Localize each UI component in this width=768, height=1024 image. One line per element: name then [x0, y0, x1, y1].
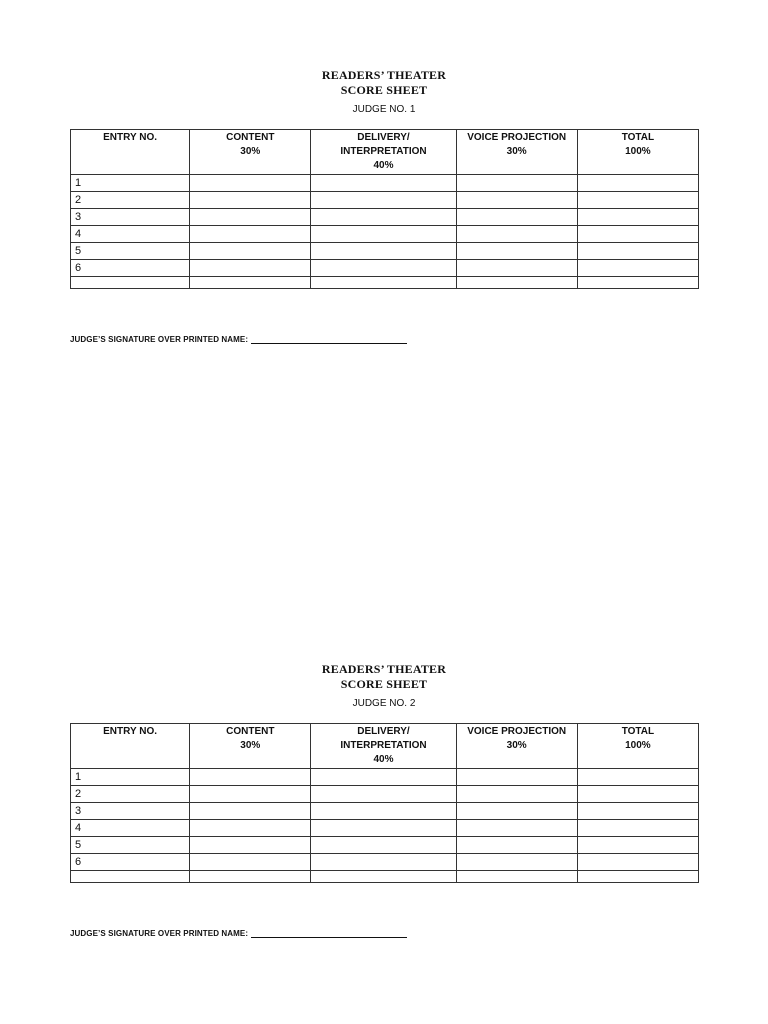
header-delivery-label: DELIVERY/ [357, 726, 410, 737]
blank-cell[interactable] [71, 871, 190, 883]
delivery-score-cell[interactable] [311, 803, 456, 820]
content-score-cell[interactable] [190, 854, 311, 871]
content-score-cell[interactable] [190, 260, 311, 277]
voice-score-cell[interactable] [456, 803, 577, 820]
table-row [71, 769, 699, 786]
content-score-cell[interactable] [190, 192, 311, 209]
header-entry [71, 130, 190, 175]
title-line-1: READERS’ THEATER [321, 68, 447, 82]
judge-number: JUDGE NO. 1 [352, 104, 416, 115]
content-score-cell[interactable] [190, 209, 311, 226]
header-voice-weight: 30% [506, 740, 527, 751]
header-entry [71, 724, 190, 769]
table-row [71, 243, 699, 260]
blank-cell[interactable] [311, 871, 456, 883]
table-row [71, 226, 699, 243]
table-row [71, 854, 699, 871]
total-score-cell[interactable] [577, 226, 698, 243]
header-total [577, 130, 698, 175]
entry-number: 3 [71, 803, 190, 820]
delivery-score-cell[interactable] [311, 837, 456, 854]
header-total [577, 724, 698, 769]
title-line-1: READERS’ THEATER [321, 662, 447, 676]
delivery-score-cell[interactable] [311, 226, 456, 243]
signature-line[interactable] [251, 928, 407, 938]
total-score-cell[interactable] [577, 209, 698, 226]
header-row [71, 130, 699, 175]
header-interpretation-label: INTERPRETATION [340, 740, 427, 751]
blank-row [71, 871, 699, 883]
voice-score-cell[interactable] [456, 175, 577, 192]
delivery-score-cell[interactable] [311, 769, 456, 786]
table-row [71, 786, 699, 803]
blank-cell[interactable] [456, 871, 577, 883]
header-voice-weight: 30% [506, 146, 527, 157]
header-entry-label: ENTRY NO. [103, 726, 158, 737]
header-voice [456, 724, 577, 769]
voice-score-cell[interactable] [456, 243, 577, 260]
table-row [71, 175, 699, 192]
header-content-label: CONTENT [226, 132, 275, 143]
header-delivery-label: DELIVERY/ [357, 132, 410, 143]
entry-number: 2 [71, 192, 190, 209]
title-line-2: SCORE SHEET [340, 83, 428, 97]
table-row [71, 820, 699, 837]
total-score-cell[interactable] [577, 243, 698, 260]
score-sheet-judge-2 [0, 662, 768, 938]
table-row [71, 260, 699, 277]
table-row [71, 209, 699, 226]
table-row [71, 192, 699, 209]
sheet-title [0, 662, 768, 692]
title-line-2: SCORE SHEET [340, 677, 428, 691]
content-score-cell[interactable] [190, 175, 311, 192]
voice-score-cell[interactable] [456, 837, 577, 854]
table-row [71, 803, 699, 820]
header-content-label: CONTENT [226, 726, 275, 737]
entry-number: 6 [71, 854, 190, 871]
blank-row [71, 277, 699, 289]
content-score-cell[interactable] [190, 820, 311, 837]
header-voice-label: VOICE PROJECTION [467, 132, 567, 143]
header-voice [456, 130, 577, 175]
voice-score-cell[interactable] [456, 226, 577, 243]
voice-score-cell[interactable] [456, 769, 577, 786]
blank-cell[interactable] [311, 277, 456, 289]
delivery-score-cell[interactable] [311, 243, 456, 260]
entry-number: 1 [71, 175, 190, 192]
sheet-title [0, 68, 768, 98]
entry-number: 6 [71, 260, 190, 277]
content-score-cell[interactable] [190, 769, 311, 786]
delivery-score-cell[interactable] [311, 209, 456, 226]
signature-label: JUDGE’S SIGNATURE OVER PRINTED NAME: [70, 929, 249, 938]
header-total-weight: 100% [625, 740, 651, 751]
total-score-cell[interactable] [577, 854, 698, 871]
blank-cell[interactable] [190, 871, 311, 883]
header-row [71, 724, 699, 769]
total-score-cell[interactable] [577, 837, 698, 854]
voice-score-cell[interactable] [456, 209, 577, 226]
entry-number: 4 [71, 226, 190, 243]
total-score-cell[interactable] [577, 769, 698, 786]
total-score-cell[interactable] [577, 786, 698, 803]
blank-cell[interactable] [577, 277, 698, 289]
score-table [70, 129, 699, 289]
blank-cell[interactable] [190, 277, 311, 289]
entry-number: 4 [71, 820, 190, 837]
voice-score-cell[interactable] [456, 260, 577, 277]
header-delivery-weight: 40% [373, 160, 394, 171]
voice-score-cell[interactable] [456, 192, 577, 209]
header-entry-label: ENTRY NO. [103, 132, 158, 143]
entry-number: 5 [71, 837, 190, 854]
header-content [190, 724, 311, 769]
delivery-score-cell[interactable] [311, 820, 456, 837]
blank-cell[interactable] [456, 277, 577, 289]
blank-cell[interactable] [71, 277, 190, 289]
header-content-weight: 30% [240, 146, 261, 157]
header-delivery [311, 724, 456, 769]
signature-block [70, 334, 407, 344]
signature-label: JUDGE’S SIGNATURE OVER PRINTED NAME: [70, 335, 249, 344]
signature-block [70, 928, 407, 938]
total-score-cell[interactable] [577, 260, 698, 277]
content-score-cell[interactable] [190, 803, 311, 820]
header-content [190, 130, 311, 175]
entry-number: 1 [71, 769, 190, 786]
blank-cell[interactable] [577, 871, 698, 883]
header-delivery [311, 130, 456, 175]
header-voice-label: VOICE PROJECTION [467, 726, 567, 737]
score-sheet-judge-1 [0, 68, 768, 344]
entry-number: 5 [71, 243, 190, 260]
total-score-cell[interactable] [577, 192, 698, 209]
delivery-score-cell[interactable] [311, 854, 456, 871]
header-total-weight: 100% [625, 146, 651, 157]
header-total-label: TOTAL [621, 132, 655, 143]
content-score-cell[interactable] [190, 226, 311, 243]
judge-number: JUDGE NO. 2 [352, 698, 416, 709]
voice-score-cell[interactable] [456, 820, 577, 837]
score-table [70, 723, 699, 883]
delivery-score-cell[interactable] [311, 786, 456, 803]
entry-number: 3 [71, 209, 190, 226]
table-row [71, 837, 699, 854]
header-interpretation-label: INTERPRETATION [340, 146, 427, 157]
delivery-score-cell[interactable] [311, 175, 456, 192]
entry-number: 2 [71, 786, 190, 803]
total-score-cell[interactable] [577, 175, 698, 192]
total-score-cell[interactable] [577, 820, 698, 837]
content-score-cell[interactable] [190, 786, 311, 803]
header-total-label: TOTAL [621, 726, 655, 737]
voice-score-cell[interactable] [456, 854, 577, 871]
signature-line[interactable] [251, 334, 407, 344]
header-delivery-weight: 40% [373, 754, 394, 765]
voice-score-cell[interactable] [456, 786, 577, 803]
total-score-cell[interactable] [577, 803, 698, 820]
content-score-cell[interactable] [190, 837, 311, 854]
delivery-score-cell[interactable] [311, 192, 456, 209]
content-score-cell[interactable] [190, 243, 311, 260]
delivery-score-cell[interactable] [311, 260, 456, 277]
header-content-weight: 30% [240, 740, 261, 751]
